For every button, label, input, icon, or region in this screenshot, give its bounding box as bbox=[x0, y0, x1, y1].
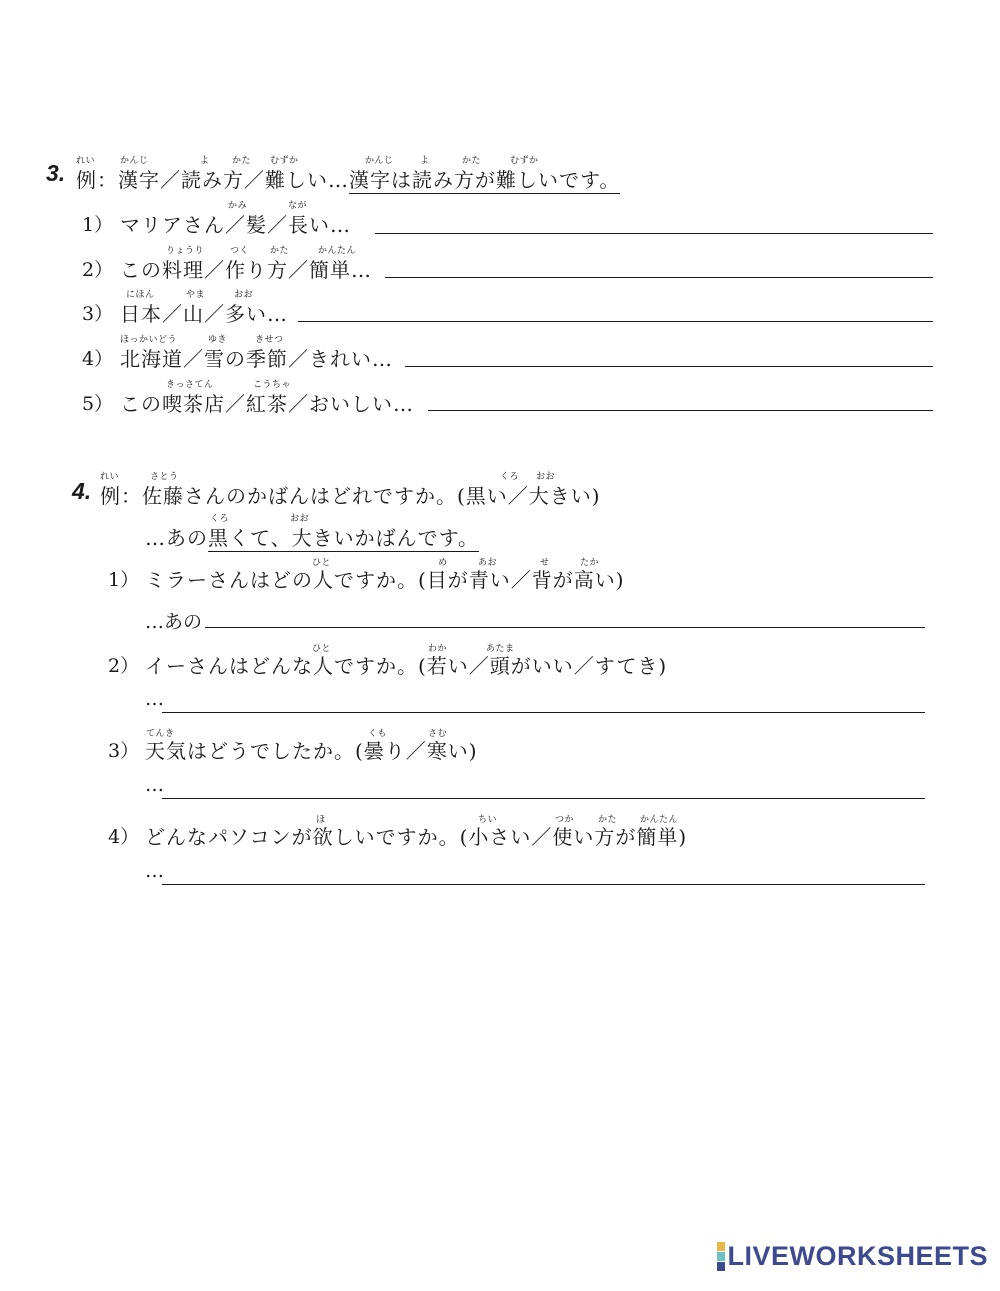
item-question: どんなパソコンが欲しいですか。(小さい／使い方が簡単) bbox=[145, 825, 688, 849]
furigana: たか bbox=[580, 558, 600, 568]
item-number: 4） bbox=[82, 348, 114, 370]
item-number: 3） bbox=[82, 303, 114, 325]
furigana: ひと bbox=[312, 558, 332, 568]
example-answer: 黒くて、大きいかばんです。 bbox=[208, 526, 479, 550]
section-4-number: 4. bbox=[72, 478, 92, 504]
furigana: せ bbox=[540, 558, 550, 568]
furigana: かんたん bbox=[640, 815, 679, 825]
furigana: あたま bbox=[486, 644, 515, 654]
logo-blocks-icon bbox=[717, 1242, 725, 1271]
section-4-example-question bbox=[100, 480, 601, 509]
logo-block bbox=[717, 1242, 725, 1251]
answer-line[interactable] bbox=[375, 233, 933, 234]
furigana: つく bbox=[230, 246, 250, 256]
furigana: れい bbox=[100, 472, 120, 482]
furigana: かた bbox=[232, 156, 252, 166]
answer-line[interactable] bbox=[385, 277, 933, 278]
item-number: 2） bbox=[108, 655, 140, 677]
furigana: ひと bbox=[312, 644, 332, 654]
furigana: かみ bbox=[228, 201, 248, 211]
furigana: つか bbox=[555, 815, 575, 825]
furigana: くも bbox=[368, 729, 388, 739]
section-3-number: 3. bbox=[46, 160, 66, 186]
answer-line[interactable] bbox=[428, 410, 933, 411]
furigana: かた bbox=[462, 156, 482, 166]
logo-block bbox=[717, 1252, 725, 1261]
furigana: おお bbox=[290, 514, 310, 524]
furigana: ほ bbox=[316, 815, 326, 825]
answer-line[interactable] bbox=[162, 712, 925, 713]
furigana: ゆき bbox=[208, 335, 228, 345]
logo-text: LIVEWORKSHEETS bbox=[727, 1240, 988, 1271]
section-3-example bbox=[76, 164, 620, 193]
furigana: にほん bbox=[126, 290, 155, 300]
furigana: てんき bbox=[146, 729, 175, 739]
answer-prefix: … bbox=[145, 860, 164, 882]
furigana: おお bbox=[536, 472, 556, 482]
item-number: 1） bbox=[108, 569, 140, 591]
item-number: 2） bbox=[82, 259, 114, 281]
furigana: ちい bbox=[478, 815, 498, 825]
furigana: むずか bbox=[270, 156, 299, 166]
furigana: なが bbox=[288, 201, 308, 211]
furigana: あお bbox=[478, 558, 498, 568]
furigana: め bbox=[438, 558, 448, 568]
item-number: 3） bbox=[108, 740, 140, 762]
furigana: きっさてん bbox=[166, 380, 214, 390]
furigana: こうちゃ bbox=[253, 380, 292, 390]
item-prompt: マリアさん／髪／長い… bbox=[120, 213, 351, 237]
example-answer-prefix: …あの bbox=[145, 526, 208, 550]
answer-prefix: …あの bbox=[145, 611, 203, 633]
item-number: 1） bbox=[82, 214, 114, 236]
section-4-example-answer bbox=[145, 522, 479, 551]
furigana: くろ bbox=[210, 514, 230, 524]
example-prompt: 漢字／読み方／難しい… bbox=[118, 168, 349, 192]
furigana: わか bbox=[428, 644, 448, 654]
answer-line[interactable] bbox=[298, 321, 933, 322]
item-question: 天気はどうでしたか。(曇り／寒い) bbox=[145, 739, 478, 763]
item-prompt: 日本／山／多い… bbox=[120, 302, 288, 326]
furigana: よ bbox=[420, 156, 430, 166]
item-question: ミラーさんはどの人ですか。(目が青い／背が高い) bbox=[145, 568, 625, 592]
item-prompt: この喫茶店／紅茶／おいしい… bbox=[120, 392, 414, 416]
example-label: 例： bbox=[76, 168, 118, 192]
answer-prefix: … bbox=[145, 688, 164, 710]
furigana: さむ bbox=[428, 729, 448, 739]
answer-line[interactable] bbox=[405, 366, 933, 367]
furigana: むずか bbox=[510, 156, 539, 166]
logo-block bbox=[717, 1262, 725, 1271]
furigana: かた bbox=[270, 246, 290, 256]
furigana: やま bbox=[186, 290, 206, 300]
furigana: きせつ bbox=[255, 335, 284, 345]
item-number: 4） bbox=[108, 826, 140, 848]
furigana: れい bbox=[76, 156, 96, 166]
furigana: よ bbox=[200, 156, 210, 166]
example-answer: 漢字は読み方が難しいです。 bbox=[349, 168, 621, 192]
answer-prefix: … bbox=[145, 774, 164, 796]
furigana: かんじ bbox=[365, 156, 394, 166]
answer-line[interactable] bbox=[162, 798, 925, 799]
furigana: さとう bbox=[150, 472, 179, 482]
item-prompt: 北海道／雪の季節／きれい… bbox=[120, 347, 393, 371]
example-question: 佐藤さんのかばんはどれですか。(黒い／大きい) bbox=[142, 484, 601, 508]
answer-line[interactable] bbox=[162, 884, 925, 885]
furigana: かた bbox=[598, 815, 618, 825]
item-prompt: この料理／作り方／簡単… bbox=[120, 258, 372, 282]
furigana: ほっかいどう bbox=[120, 335, 178, 345]
furigana: かんたん bbox=[318, 246, 357, 256]
item-question: イーさんはどんな人ですか。(若い／頭がいい／すてき) bbox=[145, 654, 668, 678]
furigana: おお bbox=[234, 290, 254, 300]
furigana: かんじ bbox=[120, 156, 149, 166]
example-label: 例： bbox=[100, 484, 142, 508]
liveworksheets-logo[interactable] bbox=[717, 1241, 988, 1271]
answer-line[interactable] bbox=[205, 627, 925, 628]
item-number: 5） bbox=[82, 393, 114, 415]
furigana: りょうり bbox=[166, 246, 205, 256]
furigana: くろ bbox=[500, 472, 520, 482]
